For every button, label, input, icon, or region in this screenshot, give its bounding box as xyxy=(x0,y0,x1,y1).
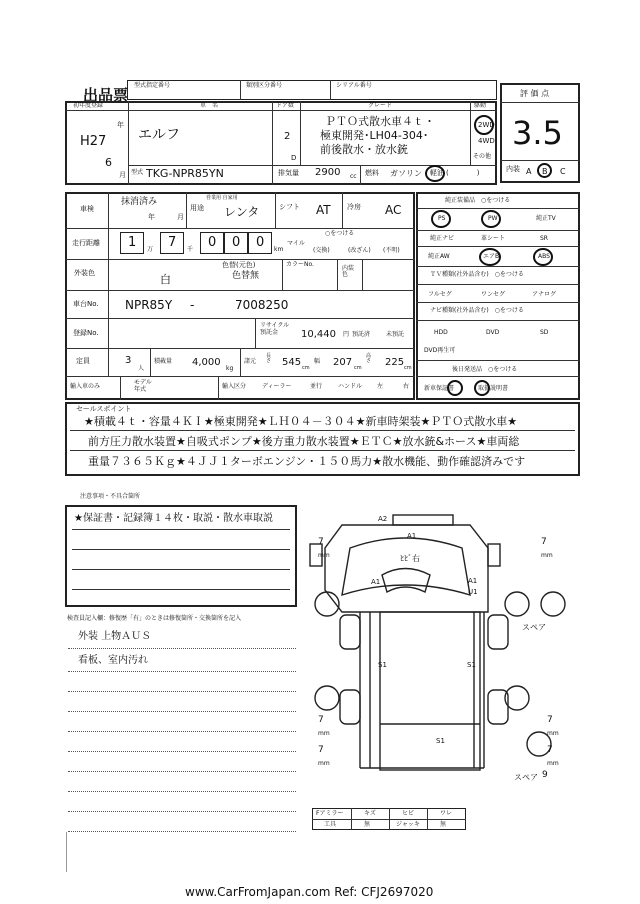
tire-unit-rr: mm xyxy=(547,730,559,737)
tv-analog: アナログ xyxy=(532,291,557,298)
recycle-label: リサイクル 預託金 xyxy=(260,322,290,337)
fuel-other: ( ) xyxy=(446,169,480,177)
color-change-value: 色替無 xyxy=(232,271,260,281)
shaken-year: 年 xyxy=(148,213,155,221)
navi-dvd-play: DVD再生可 xyxy=(424,347,456,354)
tire-depth-rear-left-2: 7 xyxy=(318,745,324,755)
options-header: 純正装備品 ○をつける xyxy=(445,197,511,204)
tv-header: ＴＶ種類(社外品含む) ○をつける xyxy=(430,271,524,278)
sales-point-line-3: 重量７３６５Ｋｇ★４ＪＪ１ターボエンジン・１５０馬力★散水機能、動作確認済みです xyxy=(88,455,526,468)
dim-length-unit: cm xyxy=(302,365,310,371)
reg-label: 登録No. xyxy=(73,329,99,337)
fuel-diesel: 軽油 xyxy=(430,169,444,177)
import-right: 右 xyxy=(403,383,410,390)
ac-value: AC xyxy=(385,203,402,217)
displacement-value: 2900 xyxy=(315,167,341,178)
mileage-opt-tampered: (改ざん) xyxy=(348,247,371,254)
tire-depth-rear-right: 7 xyxy=(547,715,553,725)
sales-point-line-2: 前方圧力散水装置★自吸式ポンプ★後方重力散水装置★ＥＴＣ★放水銃&ホース★車両総 xyxy=(88,435,520,448)
chassis-separator: - xyxy=(190,298,195,312)
mileage-options-header: ○をつける xyxy=(325,230,355,237)
option-tv: 純正TV xyxy=(536,215,556,222)
mileage-label: 走行距離 xyxy=(72,239,100,247)
navi-hdd: HDD xyxy=(434,329,448,336)
fuel-gasoline: ガソリン xyxy=(390,169,422,178)
reg-month: 6 xyxy=(105,156,112,169)
drive-4wd: 4WD xyxy=(478,137,495,145)
mileage-unit-km: km xyxy=(274,246,284,253)
inspector-label: 検査員記入欄：修復歴「有」のときは修復箇所・交換箇所を記入 xyxy=(67,615,242,622)
mileage-unit-sen: 千 xyxy=(187,246,194,253)
dim-length-label: 長さ xyxy=(266,353,272,364)
grade-label: グレード xyxy=(368,102,393,109)
diagram-mark-a1-right: A1 xyxy=(468,577,478,585)
recycle-unit: 円 xyxy=(343,331,350,338)
use-label: 用途 xyxy=(190,204,204,212)
diagram-cab-label: ﾋﾋﾞ右 xyxy=(400,554,420,563)
document-title: 出品票 xyxy=(83,86,129,104)
displacement-unit: cc xyxy=(350,173,357,180)
inspector-line-1: 外装 上物ＡＵＳ xyxy=(78,631,152,642)
interior-option-a: A xyxy=(526,167,532,176)
shift-label: シフト xyxy=(279,203,300,211)
interior-color-label: 内装色 xyxy=(342,265,355,278)
inspector-line-2: 看板、室内汚れ xyxy=(78,655,148,666)
mileage-opt-unknown: (不明) xyxy=(383,247,400,254)
mileage-digit-4: 0 xyxy=(232,235,241,250)
dim-width-unit: cm xyxy=(354,365,362,371)
option-sr: SR xyxy=(540,235,548,242)
tire-unit-rl: mm xyxy=(318,730,330,737)
import-route-label: 輸入区分 xyxy=(222,383,247,390)
color-no-label: カラーNo. xyxy=(286,261,314,268)
use-value: レンタ xyxy=(224,205,260,219)
dim-width-label: 幅 xyxy=(314,358,321,365)
vehicle-name: エルフ xyxy=(138,127,180,143)
chassis-prefix: NPR85Y xyxy=(125,298,173,312)
tire-depth-front-left: 7 xyxy=(318,537,324,547)
spare-2-value: 9 xyxy=(542,770,548,780)
tire-unit-fr: mm xyxy=(541,552,553,559)
load-label: 積載量 xyxy=(154,358,173,365)
notes-label: 注意事項・不具合箇所 xyxy=(80,493,141,500)
legend-row-2: 無 xyxy=(364,821,371,828)
class-no-label: 類別区分番号 xyxy=(246,82,283,89)
ac-label: 冷房 xyxy=(347,203,361,211)
recycle-value: 10,440 xyxy=(301,329,336,340)
doc-manual: 取扱説明書 xyxy=(478,385,509,392)
mileage-digit-5: 0 xyxy=(256,235,265,250)
legend-header-1: Fアミラー xyxy=(316,810,344,817)
grade-line-3: 前後散水・放水銃 xyxy=(320,143,408,156)
import-dealer: ディーラー xyxy=(262,383,292,390)
legend-row-1: 工具 xyxy=(324,821,337,828)
displacement-label: 排気量 xyxy=(278,169,299,177)
first-reg-label: 初年度登録 xyxy=(73,102,104,109)
spare-label: スペア xyxy=(522,623,546,632)
option-leather: 革シート xyxy=(481,235,506,242)
tire-unit-rr2: mm xyxy=(547,760,559,767)
recognition-no-label: 型式指定番号 xyxy=(134,82,171,89)
tv-fullseg: フルセグ xyxy=(428,291,452,298)
chassis-number: 7008250 xyxy=(235,298,289,312)
shift-value: AT xyxy=(316,203,331,217)
dim-width: 207 xyxy=(333,357,353,368)
doors-value: 2 xyxy=(284,131,291,142)
diagram-mark-s1-bottom: S1 xyxy=(436,737,445,745)
drive-2wd: 2WD xyxy=(478,121,495,129)
legend-row-3: ジャッキ xyxy=(396,821,420,828)
shaken-value: 抹消済み xyxy=(121,197,158,207)
legend-header-2: キズ xyxy=(364,810,376,817)
dim-length: 545 xyxy=(282,357,302,368)
interior-option-c: C xyxy=(560,167,566,176)
footer-watermark: www.CarFromJapan.com Ref: CFJ2697020 xyxy=(185,885,434,899)
capacity-unit: 人 xyxy=(138,365,145,372)
capacity-label: 定員 xyxy=(76,357,90,365)
tire-unit-fl: mm xyxy=(318,552,330,559)
drive-label: 駆動 xyxy=(474,102,487,109)
mileage-digit-3: 0 xyxy=(208,235,217,250)
use-note: 営業用 自家用 xyxy=(206,195,238,201)
navi-header: ナビ種類(社外品含む) ○をつける xyxy=(430,307,524,314)
fuel-label: 燃料 xyxy=(365,169,379,177)
mileage-digit-1: 1 xyxy=(128,235,137,250)
navi-sd: SD xyxy=(540,329,549,336)
color-label: 外装色 xyxy=(74,269,95,277)
interior-label: 内装 xyxy=(506,165,520,173)
drive-other: その他 xyxy=(473,153,492,160)
grade-line-2: 極東開発･LH04-304･ xyxy=(320,129,429,142)
sales-point-line-1: ★積載４ｔ・容量４ＫＩ★極東開発★ＬＨ０４－３０４★新車時架装★ＰＴＯ式散水車★ xyxy=(84,415,518,428)
capacity-value: 3 xyxy=(125,355,132,366)
interior-option-b: B xyxy=(542,167,548,176)
door-unit: D xyxy=(291,154,297,162)
score-label: 評 価 点 xyxy=(520,89,550,98)
shaken-label: 車検 xyxy=(80,205,94,213)
import-handle: ハンドル xyxy=(338,383,363,390)
year-unit: 年 xyxy=(117,121,124,129)
legend-header-4: ワレ xyxy=(440,810,453,817)
diagram-mark-a2: A2 xyxy=(378,515,388,523)
tire-unit-rl2: mm xyxy=(318,760,330,767)
vehicle-name-label: 車 名 xyxy=(200,102,219,109)
chassis-label: 車台No. xyxy=(73,300,99,308)
tire-depth-rear-right-2: 7 xyxy=(547,745,553,755)
grade-line-1: ＰＴＯ式散水車４ｔ・ xyxy=(325,115,435,128)
notes-line-1: ★保証書・記録簿１４枚・取説・散水車取説 xyxy=(74,513,273,524)
docs-header: 後日発送品 ○をつける xyxy=(452,366,518,373)
mileage-unit-man: 万 xyxy=(147,246,154,253)
sales-points-label: セールスポイント xyxy=(76,405,132,413)
mileage-digit-2: 7 xyxy=(168,235,177,250)
recycle-unpaid: 未預託 xyxy=(386,331,405,338)
serial-no-label: シリアル番号 xyxy=(336,82,372,89)
legend-header-3: ヒビ xyxy=(402,810,415,817)
import-left: 左 xyxy=(377,383,384,390)
diagram-mark-s1-right: S1 xyxy=(467,661,476,669)
option-aw: 純正AW xyxy=(428,253,450,260)
dim-height: 225 xyxy=(385,357,405,368)
option-ps: PS xyxy=(438,215,446,222)
option-pw: PW xyxy=(488,215,498,222)
option-navi: 純正ナビ xyxy=(430,235,455,242)
diagram-mark-u1: U1 xyxy=(468,588,478,596)
score-value: 3.5 xyxy=(512,114,563,152)
model-value: TKG-NPR85YN xyxy=(146,167,224,180)
load-value: 4,000 xyxy=(192,357,221,368)
import-label: 輸入車のみ xyxy=(70,383,101,390)
legend-row-4: 無 xyxy=(440,821,447,828)
import-parallel: 並行 xyxy=(310,383,323,390)
import-model-label: モデル 年式 xyxy=(134,379,152,394)
dim-label: 諸元 xyxy=(244,358,257,365)
dim-height-unit: cm xyxy=(404,365,412,371)
tire-depth-front-right: 7 xyxy=(541,537,547,547)
tv-oneseg: ワンセグ xyxy=(481,291,506,298)
spare-2-label: スペア xyxy=(514,773,538,782)
shaken-month: 月 xyxy=(177,213,184,221)
mileage-opt-exchange: (交換) xyxy=(313,247,330,254)
model-label: 型式 xyxy=(131,169,144,176)
load-unit: kg xyxy=(226,365,234,372)
year-era: H27 xyxy=(80,134,107,149)
diagram-mark-a1-left: A1 xyxy=(371,578,381,586)
diagram-mark-s1-left: S1 xyxy=(378,661,387,669)
option-airbag: エアB xyxy=(483,253,500,260)
color-value: 白 xyxy=(160,273,171,286)
doors-label: ドア数 xyxy=(276,102,294,109)
doc-warranty: 新車保証書 xyxy=(424,385,455,392)
navi-dvd: DVD xyxy=(486,329,500,336)
diagram-mark-a1-top: A1 xyxy=(407,532,417,540)
mileage-opt-mile: マイル xyxy=(287,240,305,247)
dim-height-label: 高さ xyxy=(366,353,372,364)
month-unit: 月 xyxy=(119,171,126,179)
color-change-label: 色替(元色) xyxy=(222,261,256,269)
option-abs: ABS xyxy=(538,253,550,260)
tire-depth-rear-left: 7 xyxy=(318,715,324,725)
recycle-paid: 預託済 xyxy=(352,331,371,338)
